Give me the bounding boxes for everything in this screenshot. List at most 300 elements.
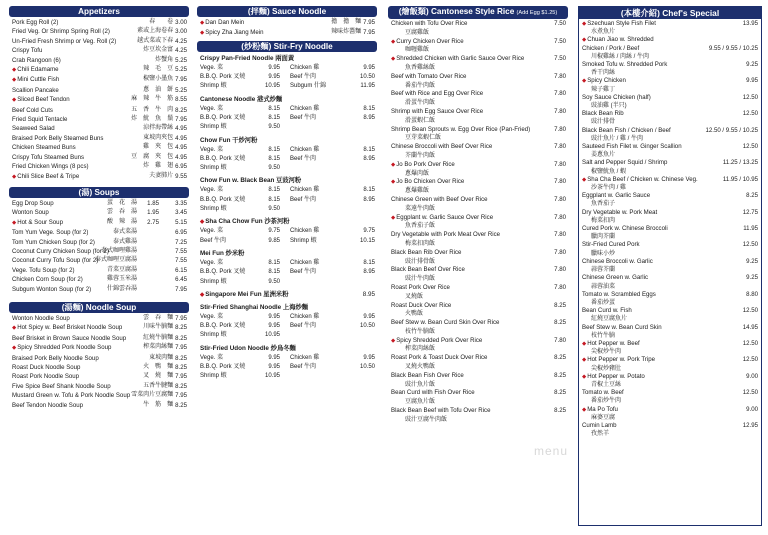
item-price: 14.95 (742, 323, 758, 331)
rice-title: (燴飯類) Cantonese Style Rice (398, 7, 515, 16)
item-price: 7.80 (554, 72, 566, 80)
option-price (342, 123, 375, 132)
item-line (582, 324, 758, 332)
item-chinese-name: 魚香雞絲飯 (405, 64, 436, 71)
noodle-option-row (200, 227, 375, 236)
menu-item (12, 95, 187, 105)
item-price: 7.95 (363, 29, 375, 37)
item-price-small (139, 247, 159, 256)
item-price: 7.50 (554, 20, 566, 27)
option-price: 10.50 (359, 74, 375, 81)
item-price: 4.95 (175, 153, 187, 161)
menu-item (12, 323, 187, 333)
item-price: 12.50 (742, 110, 758, 118)
menu-item (12, 134, 187, 143)
rice-note: (Add Egg $1.25) (516, 10, 558, 16)
item-chinese-name: 東坡肉麵 (149, 354, 174, 361)
item-chinese-name: 紅燒豆腐魚片 (591, 316, 628, 323)
option-name: Beef 牛肉 (290, 115, 317, 121)
noodle-option-row (200, 155, 375, 164)
item-chinese-name: 豉汁魚片 / 雞 / 牛肉 (591, 135, 644, 142)
item-price: 9.00 (746, 405, 758, 413)
noodle-option-row (200, 205, 375, 214)
item-name: Dry Vegetable w. Pork Meat (582, 208, 658, 216)
menu-item (12, 18, 187, 27)
menu-item (12, 372, 187, 381)
item-price: 12.50 (742, 307, 758, 315)
option-price: 9.85 (268, 237, 280, 244)
option-name: Vege. 菜 (200, 259, 224, 266)
option-name: Chicken 雞 (290, 259, 320, 266)
item-name: ◆Spicy Shredded Pork Noodle Soup (12, 344, 112, 352)
option-price (342, 205, 375, 214)
noodle-option-row (200, 146, 375, 155)
menu-item (579, 307, 761, 323)
item-price: 7.80 (554, 90, 566, 98)
chili-icon: ◆ (12, 173, 17, 180)
item-price: 8.25 (554, 407, 566, 415)
item-name: ◆Hot Pepper w. Pork Tripe (582, 356, 655, 364)
item-name: Soy Sauce Chicken (half) (582, 93, 651, 101)
chili-icon: ◆ (582, 21, 587, 27)
item-line (582, 373, 758, 381)
item-price: 7.80 (554, 143, 566, 151)
item-price: 5.25 (175, 66, 187, 74)
item-name: Beef Brisket in Brown Sauce Noodle Soup (12, 334, 127, 342)
menu-item (391, 73, 566, 91)
item-chinese-name: 辣味炸醬麵 (331, 29, 362, 36)
chef-special-header: (本樓介紹) Chef's Special (579, 7, 761, 19)
stir-fry-noodle-header: (炒粉麵) Stir-Fry Noodle (197, 41, 377, 52)
option-name: B.B.Q. Pork 叉燒 (200, 155, 246, 162)
item-chinese-name: 蔥 油 餅 (143, 86, 174, 93)
item-price-large: 6.95 (175, 229, 187, 237)
item-line (391, 143, 566, 152)
menu-item (391, 214, 566, 232)
item-name: ◆Spicy Shredded Pork Over Rice (391, 336, 483, 344)
menu-item (391, 161, 566, 179)
item-price: 9.55 / 9.55 / 10.25 (708, 44, 758, 52)
item-chinese-name: 豉油雞 (半只) (591, 103, 627, 110)
menu-item (12, 106, 187, 115)
menu-item (391, 90, 566, 108)
option-price: 10.95 (264, 373, 280, 380)
option-price: 8.15 (363, 259, 375, 266)
item-name: Scallion Pancake (12, 86, 59, 94)
menu-item (579, 258, 761, 274)
item-price: 9.55 (175, 172, 187, 180)
item-name: Black Bean Rib Over Rice (391, 248, 462, 256)
noodle-option-row (200, 73, 375, 82)
appetizers-list (9, 17, 189, 182)
item-price: 8.25 (746, 192, 758, 200)
menu-item (12, 314, 187, 323)
item-name: ◆Spicy Chicken (582, 77, 626, 85)
item-name: Chicken / Pork / Beef (582, 44, 640, 52)
item-chinese-name: 春 卷 (149, 19, 174, 25)
item-name: Crispy Tofu (12, 47, 43, 55)
item-name: Braised Pork Belly Noodle Soup (12, 354, 99, 362)
item-chinese-name: 夫妻肺片 (149, 172, 174, 179)
option-name: Beef 牛肉 (290, 323, 317, 330)
option-name (290, 372, 342, 381)
item-name: ◆Hot Spicy w. Beef Brisket Noodle Soup (12, 324, 123, 332)
item-name: Wonton Soup (12, 209, 49, 217)
item-chinese-name: 尖椒炒豬肚 (591, 365, 622, 372)
item-chinese-name: 尖椒炒牛肉 (591, 349, 622, 356)
item-price: 8.25 (175, 401, 187, 409)
chili-icon: ◆ (582, 37, 587, 44)
item-chinese-name: 枝竹牛腩飯 (405, 328, 436, 335)
item-chinese-name: 叉 燒 麵 (143, 373, 174, 380)
item-line (582, 20, 758, 28)
item-chinese-name: 川椒雞絲 / 肉絲 / 牛肉 (591, 53, 650, 60)
item-name: Beef Cold Cuts (12, 106, 53, 114)
item-chinese-name: 滑蛋牛肉飯 (405, 100, 436, 107)
item-price-small (139, 256, 159, 265)
menu-item (579, 192, 761, 208)
menu-item (391, 231, 566, 249)
menu-item (391, 266, 566, 284)
item-price: 8.55 (175, 96, 187, 104)
option-price: 9.75 (268, 228, 280, 235)
item-name: Five Spice Beef Shank Noodle Soup (12, 382, 111, 390)
item-price: 4.25 (175, 37, 187, 45)
menu-item (579, 225, 761, 241)
option-name: Beef 牛肉 (290, 269, 317, 276)
noodle-option-row (200, 259, 375, 268)
menu-item (12, 285, 187, 294)
menu-item (12, 172, 187, 182)
noodle-option-row (200, 123, 375, 132)
menu-item (12, 65, 187, 75)
item-chinese-name: 蛋 花 湯 (106, 199, 137, 206)
item-chinese-name: 辣 毛 豆 (143, 66, 174, 73)
item-chinese-name: 魚香茄子飯 (405, 223, 436, 230)
item-name: Black Bean Beef Over Rice (391, 266, 465, 274)
chili-icon: ◆ (391, 214, 396, 221)
menu-item (391, 20, 566, 38)
menu-item (12, 382, 187, 391)
item-name: ◆Hot & Sour Soup (12, 218, 63, 226)
item-price: 4.25 (175, 47, 187, 55)
item-chinese-name: 青菜豆腐湯 (106, 266, 137, 273)
item-name: Tomato w. Scrambled Eggs (582, 290, 656, 298)
item-line (391, 319, 566, 328)
option-price (342, 278, 375, 287)
item-name: ◆Curry Chicken Over Rice (391, 37, 464, 45)
item-price: 7.80 (554, 195, 566, 203)
option-price: 8.95 (363, 196, 375, 203)
option-price: 8.15 (268, 105, 280, 112)
item-name: Eggplant w. Garlic Sauce (582, 192, 651, 200)
item-chinese-name: 臘味小炒 (591, 250, 616, 257)
menu-item (12, 275, 187, 284)
chef-special-list (579, 19, 761, 438)
item-line (582, 159, 758, 167)
item-price: 9.25 (746, 257, 758, 265)
menu-item (579, 274, 761, 290)
item-line (582, 291, 758, 299)
item-name: ◆Dan Dan Mein (200, 19, 245, 26)
item-name: Tom Yum Vege. Soup (for 2) (12, 229, 89, 237)
item-chinese-name: 番茄炒牛肉 (591, 398, 622, 405)
menu-item (579, 77, 761, 93)
noodle-group-title: ◆Sha Cha Chow Fun 沙茶河粉 (200, 218, 290, 226)
item-price: 7.80 (554, 336, 566, 344)
item-price: 5.25 (175, 56, 187, 64)
chili-icon: ◆ (200, 30, 205, 37)
item-line (391, 249, 566, 258)
item-chinese-name: 雲 吞 湯 (106, 209, 137, 216)
item-price: 5.25 (175, 86, 187, 94)
item-price: 12.75 (742, 208, 758, 216)
item-line (391, 407, 566, 416)
noodle-group-title: Stir-Fried Udon Noodle 炒烏冬麵 (200, 344, 296, 352)
item-price: 8.25 (554, 354, 566, 362)
item-price-small (139, 228, 159, 237)
item-name: ◆Jo Bo Pork Over Rice (391, 160, 455, 168)
item-price: 7.95 (175, 314, 187, 322)
option-price: 10.50 (359, 364, 375, 371)
option-price: 11.95 (360, 83, 375, 90)
menu-item (12, 334, 187, 343)
item-price: 7.50 (554, 55, 566, 63)
appetizers-header: Appetizers (9, 6, 189, 17)
item-line (582, 36, 758, 44)
item-name: ◆Ma Po Tofu (582, 405, 618, 413)
item-price: 7.80 (554, 160, 566, 168)
chili-icon: ◆ (200, 219, 205, 226)
item-name: ◆Chili Edamame (12, 66, 59, 74)
item-chinese-name: 豉汁魚片飯 (405, 381, 436, 388)
item-chinese-name: 泰式菜湯 (112, 229, 137, 236)
item-price: 7.80 (554, 248, 566, 256)
item-line (582, 389, 758, 397)
item-chinese-name: 榨菜肉絲飯 (405, 346, 436, 353)
item-price: 8.80 (746, 290, 758, 298)
item-line (582, 127, 758, 135)
item-chinese-name: 枝竹牛腩 (591, 332, 616, 339)
item-name: Sauteed Fish Filet w. Ginger Scallion (582, 143, 682, 151)
item-price: 7.95 (175, 392, 187, 400)
option-name: Vege. 菜 (200, 228, 224, 235)
item-price-small (139, 285, 159, 294)
item-chinese-name: 泰式雞湯 (112, 238, 137, 245)
item-name: Black Bean Beef with Tofu Over Rice (391, 407, 491, 415)
item-name: ◆Szechuan Style Fish Filet (582, 20, 656, 27)
item-chinese-name: 沙茶牛肉 / 雞 (591, 185, 627, 192)
chili-icon: ◆ (582, 357, 587, 364)
item-chinese-name: 涼拌海帶絲 (143, 125, 174, 132)
item-name: ◆Sha Cha Beef / Chicken w. Chinese Veg. (582, 175, 698, 183)
option-price: 8.15 (363, 146, 375, 153)
item-name: ◆Chili Slice Beef & Tripe (12, 172, 80, 180)
chili-icon: ◆ (12, 67, 17, 74)
item-chinese-name: 炸 魷 魚 鬚 (131, 116, 174, 123)
option-name (290, 278, 342, 287)
item-name: Coconut Curry Tofu Soup (for 2) (12, 257, 99, 265)
option-name: Chicken 雞 (290, 146, 320, 153)
item-chinese-name: 雲 吞 麵 (143, 314, 174, 321)
chili-icon: ◆ (12, 345, 17, 352)
option-price (342, 372, 375, 381)
option-price: 9.95 (268, 364, 280, 371)
menu-item (12, 115, 187, 124)
item-price: 7.95 (175, 373, 187, 381)
item-chinese-name: 酸 辣 湯 (106, 218, 137, 225)
column-2 (197, 6, 377, 532)
item-chinese-name: 叉燒火鴨飯 (405, 364, 436, 371)
item-name: Coconut Curry Chicken Soup (for 2) (12, 247, 109, 255)
item-name: ◆Shredded Chicken with Garlic Sauce Over Rice (391, 55, 525, 63)
item-chinese-name: 火 鴨 麵 (143, 364, 174, 370)
menu-item (391, 372, 566, 390)
item-line (582, 192, 758, 200)
item-name: Vege. Tofu Soup (for 2) (12, 266, 75, 274)
option-name: Subgum 什錦 (290, 83, 327, 90)
menu-item (579, 61, 761, 77)
item-name: Tomato w. Beef (582, 389, 624, 397)
item-line (391, 389, 566, 398)
item-chinese-name: 孜然羊 (591, 431, 610, 438)
item-chinese-name: 香干肉絲 (591, 70, 616, 77)
item-name: Bean Curd w. Fish (582, 307, 632, 315)
item-price: 8.25 (175, 324, 187, 332)
item-line (391, 108, 566, 117)
item-price-large: 6.45 (175, 276, 187, 284)
item-name: Roast Pork & Toast Duck Over Rice (391, 354, 488, 362)
item-price-small: 2.75 (147, 218, 159, 226)
menu-item (579, 324, 761, 340)
item-chinese-name: 雞 夾 包 (143, 144, 174, 151)
menu-item (579, 422, 761, 438)
item-name: Egg Drop Soup (12, 199, 54, 207)
item-chinese-name: 榨菜肉絲麵 (143, 344, 174, 351)
option-price: 8.15 (268, 187, 280, 194)
item-name: Stir-Fried Cured Pork (582, 241, 640, 249)
item-line (582, 406, 758, 414)
item-name: Beef Stew w. Bean Curd Skin Over Rice (391, 319, 500, 327)
menu-item (12, 218, 187, 228)
noodle-soup-header: (湯麵) Noodle Soup (9, 302, 189, 313)
noodle-group-price: 8.95 (362, 290, 375, 298)
option-price: 8.15 (268, 196, 280, 203)
item-price: 7.80 (554, 283, 566, 291)
item-chinese-name: 五 香 牛 肉 (131, 106, 174, 113)
option-price: 9.95 (363, 354, 375, 361)
item-name: Cured Pork w. Chinese Broccoli (582, 225, 668, 233)
item-price-large: 7.55 (175, 247, 187, 255)
item-price-large: 3.35 (175, 199, 187, 207)
item-name: Fried Chicken Wings (8 pcs) (12, 163, 89, 171)
item-price-small: 1.95 (147, 209, 159, 217)
item-chinese-name: 東坡肉夾包 (143, 134, 174, 141)
item-price: 8.25 (554, 301, 566, 309)
menu-item (579, 45, 761, 61)
option-name: B.B.Q. Pork 叉燒 (200, 115, 246, 121)
item-price: 3.00 (175, 19, 187, 26)
item-line (582, 45, 758, 53)
option-price: 8.95 (363, 269, 375, 276)
menu-item (579, 176, 761, 192)
option-name: Vege. 菜 (200, 354, 224, 361)
menu-item (579, 110, 761, 126)
item-chinese-name: 梅菜扣肉飯 (405, 240, 436, 247)
stir-fry-noodle-list (197, 52, 377, 382)
item-chinese-name: 椒鹽小墨魚 (143, 76, 174, 83)
item-chinese-name: 豉汁豆腐牛肉飯 (405, 416, 448, 423)
item-line (391, 38, 566, 47)
option-name: Vege. 菜 (200, 64, 224, 71)
item-price: 8.25 (175, 334, 187, 342)
item-name: Black Bean Fish / Chicken / Beef (582, 126, 671, 134)
item-chinese-name: 什錦雲吞湯 (106, 285, 137, 292)
menu-item (12, 162, 187, 171)
item-line (391, 354, 566, 363)
item-line (391, 90, 566, 99)
menu-item (579, 373, 761, 389)
option-price: 9.50 (268, 206, 280, 213)
item-price: 11.25 / 13.25 (722, 159, 758, 167)
item-chinese-name: 素或上海卷春 (137, 28, 174, 35)
watermark: menu (534, 444, 569, 458)
item-price: 12.50 (742, 356, 758, 364)
item-name: Roast Pork Over Rice (391, 283, 450, 291)
item-chinese-name: 蒜蓉油菜 (591, 283, 616, 290)
noodle-group-title: Chow Fun 干炒河粉 (200, 136, 258, 144)
menu-item (579, 94, 761, 110)
item-name: Crispy Tofu Steamed Buns (12, 153, 85, 161)
noodle-option-row (200, 186, 375, 195)
option-name: Chicken 雞 (290, 64, 320, 71)
item-chinese-name: 滑蛋蝦仁飯 (405, 117, 436, 124)
item-chinese-name: 牛 筋 麵 (143, 401, 174, 408)
item-chinese-name: 雞蓉玉米湯 (106, 276, 137, 283)
item-price: 12.50 (742, 143, 758, 151)
column-4 (578, 6, 762, 532)
option-name: Shrimp 蝦 (290, 237, 317, 244)
item-line (582, 143, 758, 151)
item-name: ◆Hot Pepper w. Potato (582, 372, 645, 380)
option-name: B.B.Q. Pork 叉燒 (200, 196, 246, 203)
menu-item (391, 389, 566, 407)
sauce-noodle-list (197, 17, 377, 39)
item-chinese-name: 豉汁排骨 (591, 119, 616, 126)
menu-item (391, 249, 566, 267)
menu-item (12, 266, 187, 275)
menu-item (391, 196, 566, 214)
item-name: Crab Rangoon (6) (12, 56, 61, 64)
item-line (582, 274, 758, 282)
option-price: 10.50 (359, 323, 375, 330)
item-name: Beef Tendon Noodle Soup (12, 401, 84, 409)
menu-item (391, 284, 566, 302)
option-name: Chicken 雞 (290, 228, 320, 235)
menu-item (579, 143, 761, 159)
item-chinese-name: 叉燒飯 (405, 293, 424, 300)
item-name: Un-Fried Fresh Shrimp or Veg. Roll (2) (12, 37, 117, 45)
option-price: 9.95 (268, 64, 280, 71)
item-price: 7.95 (175, 76, 187, 84)
chili-icon: ◆ (200, 20, 205, 26)
chili-icon: ◆ (12, 219, 17, 226)
item-price: 9.95 (746, 77, 758, 85)
item-chinese-name: 臘肉芥蘭 (591, 234, 616, 241)
item-name: Chinese Broccoli w. Garlic (582, 257, 653, 265)
option-price: 9.95 (268, 323, 280, 330)
option-name: Chicken 雞 (290, 354, 320, 361)
